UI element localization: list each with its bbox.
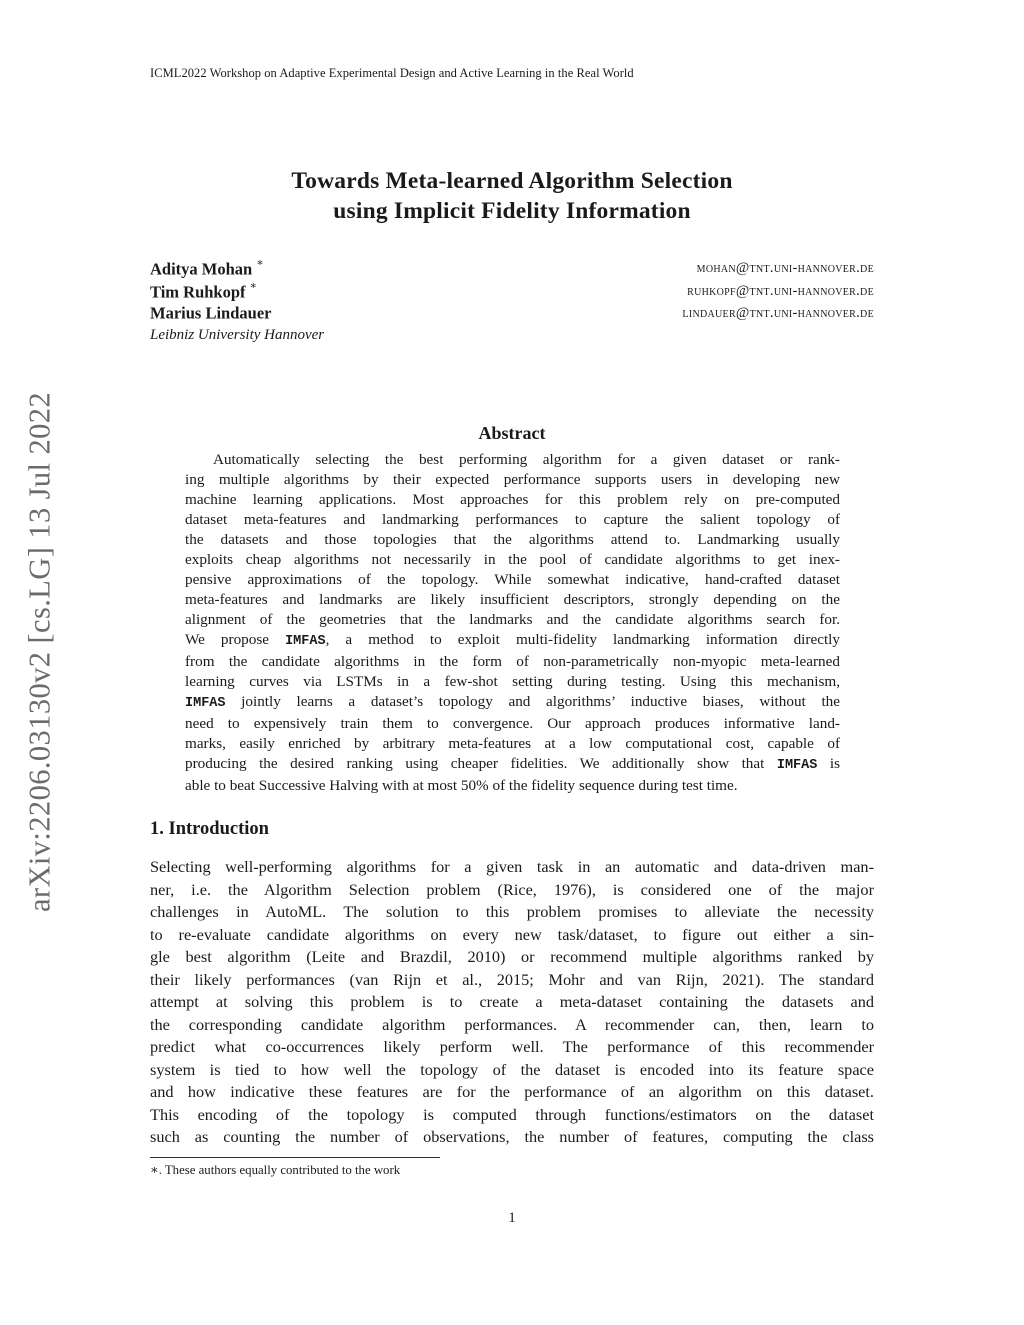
abstract-line: We propose IMFAS, a method to exploit multi-fidelity landmarking information directly xyxy=(185,631,840,649)
abstract-line: IMFAS jointly learns a dataset’s topology and algorithms’ inductive biases, without the xyxy=(185,693,840,711)
abstract-line: marks, easily enriched by arbitrary meta-features at a low computational cost, capable of xyxy=(185,735,840,752)
footnote: ∗. These authors equally contributed to the work xyxy=(150,1163,401,1177)
intro-line: to re-evaluate candidate algorithms on every new task/dataset, to figure out either a sin- xyxy=(150,924,874,944)
abstract-line: need to expensively train them to convergence. Our approach produces informative land- xyxy=(185,715,840,732)
author-name: Marius Lindauer xyxy=(150,303,272,323)
abstract-line: dataset meta-features and landmarking performances to capture the salient topology of xyxy=(185,511,840,528)
abstract-line: learning curves via LSTMs in a few-shot setting during testing. Using this mechanism, xyxy=(185,673,840,690)
method-name: IMFAS xyxy=(776,758,818,773)
abstract-line: alignment of the geometries that the landmarks and the candidate algorithms search for. xyxy=(185,611,840,628)
author-email: lindauer@tnt.uni-hannover.de xyxy=(682,305,874,321)
abstract-line: producing the desired ranking using cheaper fidelities. We additionally show that IMFAS is xyxy=(185,755,840,773)
section-heading-introduction: 1. Introduction xyxy=(150,819,269,839)
intro-line: ner, i.e. the Algorithm Selection problem (Rice, 1976), is considered one of the major xyxy=(150,879,874,899)
intro-line: predict what co-occurrences likely perform well. The performance of this recommender xyxy=(150,1037,874,1056)
abstract-line: from the candidate algorithms in the form of non-parametrically non-myopic meta-learned xyxy=(185,653,840,670)
abstract-body xyxy=(185,450,840,796)
intro-line: challenges in AutoML. The solution to this problem promises to alleviate the necessity xyxy=(150,902,874,921)
intro-line: gle best algorithm (Leite and Brazdil, 2010) or recommend multiple algorithms ranked by xyxy=(150,947,874,966)
author-row-3 xyxy=(150,303,874,325)
author-name: Aditya Mohan ∗ xyxy=(150,257,264,279)
title-line-1: Towards Meta-learned Algorithm Selection xyxy=(291,168,733,194)
intro-line: the corresponding candidate algorithm performances. A recommender can, then, learn to xyxy=(150,1014,874,1034)
introduction-body xyxy=(150,856,874,1149)
abstract-line: ing multiple algorithms by their expected performance supports users in developing new xyxy=(185,471,840,488)
abstract-line: pensive approximations of the topology. While somewhat indicative, hand-crafted dataset xyxy=(185,571,840,588)
abstract-heading: Abstract xyxy=(478,423,546,443)
method-name: IMFAS xyxy=(285,634,326,649)
abstract-line: able to beat Successive Halving with at most 50% of the fidelity sequence during test time. xyxy=(185,777,738,794)
intro-line: system is tied to how well the topology of the dataset is encoded into its feature space xyxy=(150,1059,874,1079)
author-email: ruhkopf@tnt.uni-hannover.de xyxy=(687,283,874,299)
page-number: 1 xyxy=(508,1210,516,1226)
title-line-2: using Implicit Fidelity Information xyxy=(333,198,691,224)
abstract-line: meta-features and landmarks are likely insufficient descriptors, strongly depending on the xyxy=(185,591,840,608)
intro-line: Selecting well-performing algorithms for a given task in an automatic and data-driven man- xyxy=(150,857,874,876)
venue-header: ICML2022 Workshop on Adaptive Experimental Design and Active Learning in the Real World xyxy=(150,66,634,80)
affiliation: Leibniz University Hannover xyxy=(150,327,325,343)
author-mark: ∗ xyxy=(249,280,258,292)
intro-line: their likely performances (van Rijn et al., 2015; Mohr and van Rijn, 2021). The standard xyxy=(150,969,874,989)
intro-line: attempt at solving this problem is to create a meta-dataset containing the datasets and xyxy=(150,992,874,1011)
author-mark: ∗ xyxy=(256,257,264,269)
intro-line: such as counting the number of observations, the number of features, computing the class xyxy=(150,1127,874,1146)
abstract-line: machine learning applications. Most approaches for this problem rely on pre-computed xyxy=(185,491,840,508)
method-name: IMFAS xyxy=(185,696,226,711)
author-name: Tim Ruhkopf ∗ xyxy=(150,280,258,302)
intro-line: and how indicative these features are for the performance of an algorithm on this dataset. xyxy=(150,1082,874,1101)
abstract-line: Automatically selecting the best performing algorithm for a given dataset or rank- xyxy=(213,451,840,468)
abstract-line: the datasets and those topologies that the algorithms attend to. Landmarking usually xyxy=(185,531,840,548)
footnote-rule xyxy=(150,1157,440,1158)
arxiv-stamp: arXiv:2206.03130v2 [cs.LG] 13 Jul 2022 xyxy=(22,391,57,913)
paper-title xyxy=(150,166,874,226)
author-row-1 xyxy=(150,258,874,280)
abstract-line: exploits cheap algorithms not necessarily in the pool of candidate algorithms to get inex- xyxy=(185,551,840,568)
intro-line: This encoding of the topology is computed through functions/estimators on the dataset xyxy=(150,1104,874,1124)
author-email: mohan@tnt.uni-hannover.de xyxy=(696,260,874,276)
author-row-2 xyxy=(150,281,874,303)
